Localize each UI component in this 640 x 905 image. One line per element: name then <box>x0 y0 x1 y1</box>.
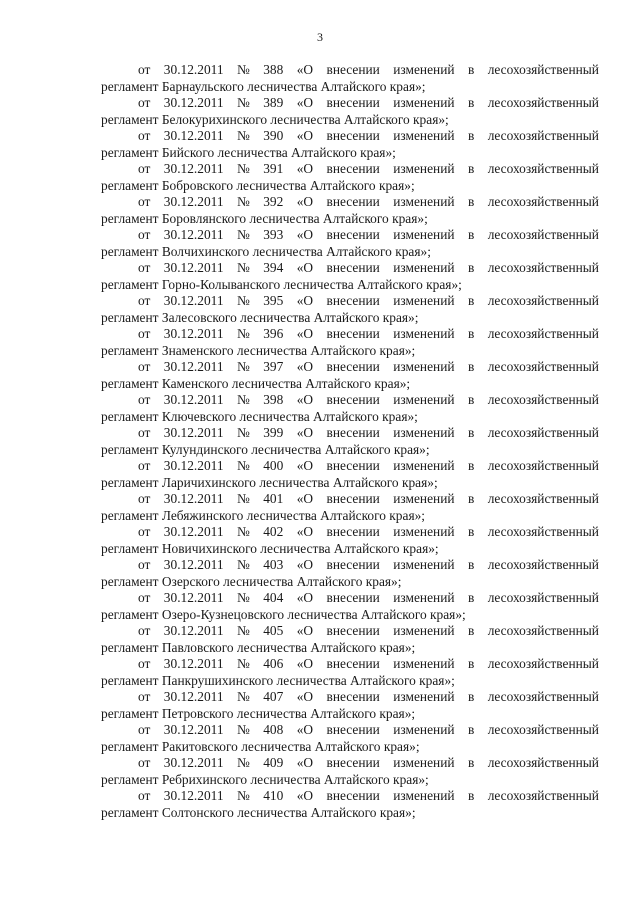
entry-second-line: регламент Солтонского лесничества Алтайского края»; <box>101 804 416 820</box>
entry-word-num-sign: № <box>236 359 250 374</box>
entry-word-w5: лесохозяйственный <box>487 260 599 275</box>
entry-word-w4: в <box>467 359 475 374</box>
entry-word-w2: внесении <box>326 260 380 275</box>
entry-second-line: регламент Петровского лесничества Алтайского края»; <box>101 705 416 721</box>
entry-word-date: 30.12.2011 <box>163 194 224 209</box>
page-number: 3 <box>317 30 323 44</box>
entry-second-line: регламент Новичихинского лесничества Алтайского края»; <box>101 540 439 556</box>
entry-word-w2: внесении <box>326 128 380 143</box>
entry-word-w4: в <box>467 95 475 110</box>
entry-word-from: от <box>138 95 151 110</box>
entry-word-num-sign: № <box>236 689 250 704</box>
entry-word-w1: «О <box>296 722 314 737</box>
entry-word-number: 404 <box>263 590 284 605</box>
entry-word-w1: «О <box>296 128 314 143</box>
entry-word-number: 388 <box>263 62 284 77</box>
list-item <box>101 392 599 425</box>
entry-word-w2: внесении <box>326 458 380 473</box>
entry-word-num-sign: № <box>236 623 250 638</box>
entry-word-w3: изменений <box>393 689 455 704</box>
entry-word-from: от <box>138 623 151 638</box>
entry-word-date: 30.12.2011 <box>163 425 224 440</box>
entry-word-num-sign: № <box>236 425 250 440</box>
list-item <box>101 722 599 755</box>
entry-word-w1: «О <box>296 227 314 242</box>
entry-word-from: от <box>138 788 151 803</box>
entry-word-number: 409 <box>263 755 284 770</box>
entry-word-w1: «О <box>296 458 314 473</box>
entry-first-line <box>101 95 599 112</box>
entry-first-line <box>101 689 599 706</box>
entry-word-from: от <box>138 293 151 308</box>
entry-word-date: 30.12.2011 <box>163 227 224 242</box>
entry-word-date: 30.12.2011 <box>163 458 224 473</box>
entry-word-number: 406 <box>263 656 284 671</box>
entry-word-w5: лесохозяйственный <box>487 788 599 803</box>
entry-word-date: 30.12.2011 <box>163 656 224 671</box>
entry-word-number: 399 <box>263 425 284 440</box>
entry-word-w2: внесении <box>326 326 380 341</box>
entry-second-line: регламент Озеро-Кузнецовского лесничества Алтайского края»; <box>101 606 466 622</box>
list-item <box>101 623 599 656</box>
entry-word-date: 30.12.2011 <box>163 62 224 77</box>
entry-word-w1: «О <box>296 557 314 572</box>
entry-word-num-sign: № <box>236 62 250 77</box>
entry-word-w3: изменений <box>393 293 455 308</box>
entry-first-line <box>101 623 599 640</box>
entry-word-w3: изменений <box>393 392 455 407</box>
entry-word-w5: лесохозяйственный <box>487 95 599 110</box>
entry-word-w1: «О <box>296 788 314 803</box>
entry-word-date: 30.12.2011 <box>163 623 224 638</box>
entry-word-w5: лесохозяйственный <box>487 425 599 440</box>
entry-word-number: 405 <box>263 623 284 638</box>
entry-word-w2: внесении <box>326 788 380 803</box>
entry-word-w5: лесохозяйственный <box>487 227 599 242</box>
entry-word-w3: изменений <box>393 128 455 143</box>
list-item <box>101 293 599 326</box>
entry-word-w3: изменений <box>393 755 455 770</box>
entry-word-number: 401 <box>263 491 284 506</box>
entry-first-line <box>101 425 599 442</box>
entry-word-number: 402 <box>263 524 284 539</box>
entry-first-line <box>101 590 599 607</box>
entry-word-w5: лесохозяйственный <box>487 326 599 341</box>
entry-word-w5: лесохозяйственный <box>487 359 599 374</box>
list-item <box>101 95 599 128</box>
entry-word-w3: изменений <box>393 227 455 242</box>
entry-word-num-sign: № <box>236 326 250 341</box>
list-item <box>101 260 599 293</box>
entry-first-line <box>101 524 599 541</box>
entry-word-num-sign: № <box>236 524 250 539</box>
entry-word-w1: «О <box>296 491 314 506</box>
entry-word-w4: в <box>467 227 475 242</box>
list-item <box>101 62 599 95</box>
entry-first-line <box>101 161 599 178</box>
entry-word-w3: изменений <box>393 524 455 539</box>
entry-second-line: регламент Горно-Колыванского лесничества Алтайского края»; <box>101 276 462 292</box>
entry-word-w3: изменений <box>393 194 455 209</box>
entry-word-from: от <box>138 227 151 242</box>
entry-word-date: 30.12.2011 <box>163 392 224 407</box>
entry-word-date: 30.12.2011 <box>163 161 224 176</box>
entry-word-w1: «О <box>296 656 314 671</box>
entry-word-w3: изменений <box>393 425 455 440</box>
entry-word-w4: в <box>467 425 475 440</box>
entry-word-num-sign: № <box>236 260 250 275</box>
entry-word-number: 400 <box>263 458 284 473</box>
entry-word-w1: «О <box>296 623 314 638</box>
entry-word-w2: внесении <box>326 557 380 572</box>
list-item <box>101 458 599 491</box>
entry-second-line: регламент Панкрушихинского лесничества Алтайского края»; <box>101 672 455 688</box>
entry-word-from: от <box>138 689 151 704</box>
entry-word-num-sign: № <box>236 590 250 605</box>
entry-word-from: от <box>138 260 151 275</box>
entry-word-w2: внесении <box>326 755 380 770</box>
entry-word-w2: внесении <box>326 194 380 209</box>
entry-word-w1: «О <box>296 326 314 341</box>
entry-word-w1: «О <box>296 524 314 539</box>
entry-word-w4: в <box>467 623 475 638</box>
entry-word-w2: внесении <box>326 656 380 671</box>
entry-word-w4: в <box>467 557 475 572</box>
entry-word-w3: изменений <box>393 656 455 671</box>
entry-word-w2: внесении <box>326 62 380 77</box>
entry-word-number: 390 <box>263 128 284 143</box>
entry-word-w2: внесении <box>326 227 380 242</box>
entry-word-w1: «О <box>296 95 314 110</box>
entry-word-w5: лесохозяйственный <box>487 755 599 770</box>
entry-word-from: от <box>138 161 151 176</box>
entry-word-w4: в <box>467 458 475 473</box>
entry-first-line <box>101 722 599 739</box>
entry-word-num-sign: № <box>236 392 250 407</box>
entry-word-from: от <box>138 491 151 506</box>
entry-first-line <box>101 227 599 244</box>
entry-word-w4: в <box>467 128 475 143</box>
entry-first-line <box>101 62 599 79</box>
entry-word-number: 398 <box>263 392 284 407</box>
entry-word-w5: лесохозяйственный <box>487 656 599 671</box>
entry-word-num-sign: № <box>236 227 250 242</box>
entry-word-num-sign: № <box>236 788 250 803</box>
entry-second-line: регламент Лебяжинского лесничества Алтайского края»; <box>101 507 426 523</box>
entry-word-from: от <box>138 458 151 473</box>
entry-word-from: от <box>138 128 151 143</box>
entry-word-w1: «О <box>296 194 314 209</box>
entry-first-line <box>101 359 599 376</box>
entry-word-w4: в <box>467 590 475 605</box>
entry-second-line: регламент Ребрихинского лесничества Алтайского края»; <box>101 771 429 787</box>
entry-word-w3: изменений <box>393 557 455 572</box>
list-item <box>101 128 599 161</box>
document-body <box>101 62 599 821</box>
entry-word-w4: в <box>467 293 475 308</box>
entry-word-from: от <box>138 62 151 77</box>
entry-second-line: регламент Волчихинского лесничества Алтайского края»; <box>101 243 431 259</box>
entry-second-line: регламент Белокурихинского лесничества Алтайского края»; <box>101 111 449 127</box>
entry-word-w4: в <box>467 524 475 539</box>
entry-word-number: 407 <box>263 689 284 704</box>
list-item <box>101 491 599 524</box>
entry-word-w3: изменений <box>393 458 455 473</box>
entry-word-w5: лесохозяйственный <box>487 161 599 176</box>
entry-word-date: 30.12.2011 <box>163 590 224 605</box>
entry-word-from: от <box>138 392 151 407</box>
entry-second-line: регламент Знаменского лесничества Алтайского края»; <box>101 342 416 358</box>
entry-word-w4: в <box>467 161 475 176</box>
entry-word-w3: изменений <box>393 62 455 77</box>
entry-word-w5: лесохозяйственный <box>487 293 599 308</box>
entry-word-w3: изменений <box>393 326 455 341</box>
entry-word-w4: в <box>467 260 475 275</box>
entry-word-w5: лесохозяйственный <box>487 722 599 737</box>
entry-word-w1: «О <box>296 293 314 308</box>
entry-second-line: регламент Барнаульского лесничества Алтайского края»; <box>101 78 426 94</box>
entry-word-w5: лесохозяйственный <box>487 491 599 506</box>
entry-word-number: 391 <box>263 161 284 176</box>
entry-word-date: 30.12.2011 <box>163 326 224 341</box>
entry-second-line: регламент Ларичихинского лесничества Алтайского края»; <box>101 474 438 490</box>
entry-word-w3: изменений <box>393 260 455 275</box>
entry-word-w5: лесохозяйственный <box>487 128 599 143</box>
entry-word-date: 30.12.2011 <box>163 788 224 803</box>
entry-word-date: 30.12.2011 <box>163 557 224 572</box>
entry-word-number: 389 <box>263 95 284 110</box>
entry-first-line <box>101 293 599 310</box>
entry-first-line <box>101 392 599 409</box>
entry-word-w5: лесохозяйственный <box>487 557 599 572</box>
entry-word-w5: лесохозяйственный <box>487 623 599 638</box>
entry-first-line <box>101 491 599 508</box>
list-item <box>101 425 599 458</box>
entry-word-w2: внесении <box>326 95 380 110</box>
entry-word-w5: лесохозяйственный <box>487 590 599 605</box>
entry-word-num-sign: № <box>236 458 250 473</box>
list-item <box>101 788 599 821</box>
entry-first-line <box>101 194 599 211</box>
entry-word-w3: изменений <box>393 95 455 110</box>
entry-word-number: 403 <box>263 557 284 572</box>
entry-word-date: 30.12.2011 <box>163 359 224 374</box>
entry-word-from: от <box>138 557 151 572</box>
entry-second-line: регламент Залесовского лесничества Алтайского края»; <box>101 309 419 325</box>
entry-word-w4: в <box>467 62 475 77</box>
entry-word-w1: «О <box>296 590 314 605</box>
entry-word-w3: изменений <box>393 491 455 506</box>
entry-first-line <box>101 557 599 574</box>
entry-word-from: от <box>138 326 151 341</box>
entry-word-w1: «О <box>296 755 314 770</box>
entry-word-w1: «О <box>296 260 314 275</box>
entry-second-line: регламент Бобровского лесничества Алтайского края»; <box>101 177 415 193</box>
entry-word-w2: внесении <box>326 293 380 308</box>
entry-word-date: 30.12.2011 <box>163 128 224 143</box>
entry-word-date: 30.12.2011 <box>163 755 224 770</box>
entry-word-w4: в <box>467 755 475 770</box>
entry-first-line <box>101 326 599 343</box>
entry-word-w4: в <box>467 722 475 737</box>
entry-word-number: 395 <box>263 293 284 308</box>
entry-first-line <box>101 260 599 277</box>
entry-word-date: 30.12.2011 <box>163 491 224 506</box>
entry-word-number: 396 <box>263 326 284 341</box>
entry-word-w4: в <box>467 491 475 506</box>
list-item <box>101 194 599 227</box>
entry-word-w2: внесении <box>326 392 380 407</box>
entry-word-w2: внесении <box>326 722 380 737</box>
entry-word-number: 408 <box>263 722 284 737</box>
entry-word-w3: изменений <box>393 722 455 737</box>
entry-word-w2: внесении <box>326 689 380 704</box>
list-item <box>101 359 599 392</box>
entry-word-w1: «О <box>296 161 314 176</box>
entry-word-w5: лесохозяйственный <box>487 194 599 209</box>
entry-word-num-sign: № <box>236 161 250 176</box>
entry-word-w2: внесении <box>326 425 380 440</box>
entry-second-line: регламент Бийского лесничества Алтайского края»; <box>101 144 396 160</box>
entry-word-w2: внесении <box>326 161 380 176</box>
entry-word-num-sign: № <box>236 656 250 671</box>
entry-second-line: регламент Ракитовского лесничества Алтайского края»; <box>101 738 420 754</box>
entry-word-w1: «О <box>296 359 314 374</box>
entry-first-line <box>101 755 599 772</box>
list-item <box>101 524 599 557</box>
list-item <box>101 557 599 590</box>
entry-word-num-sign: № <box>236 293 250 308</box>
entry-word-w3: изменений <box>393 590 455 605</box>
entry-second-line: регламент Боровлянского лесничества Алтайского края»; <box>101 210 428 226</box>
entry-word-w4: в <box>467 656 475 671</box>
entry-word-w5: лесохозяйственный <box>487 392 599 407</box>
entry-word-num-sign: № <box>236 722 250 737</box>
entry-word-date: 30.12.2011 <box>163 689 224 704</box>
entry-word-from: от <box>138 425 151 440</box>
entry-word-num-sign: № <box>236 557 250 572</box>
entry-second-line: регламент Павловского лесничества Алтайского края»; <box>101 639 416 655</box>
entry-first-line <box>101 458 599 475</box>
entry-word-number: 394 <box>263 260 284 275</box>
entry-word-from: от <box>138 656 151 671</box>
entry-word-num-sign: № <box>236 755 250 770</box>
entry-word-num-sign: № <box>236 95 250 110</box>
entry-second-line: регламент Ключевского лесничества Алтайского края»; <box>101 408 418 424</box>
list-item <box>101 227 599 260</box>
entry-word-date: 30.12.2011 <box>163 260 224 275</box>
entry-word-w4: в <box>467 392 475 407</box>
entry-word-date: 30.12.2011 <box>163 95 224 110</box>
entry-word-w4: в <box>467 788 475 803</box>
entry-second-line: регламент Каменского лесничества Алтайского края»; <box>101 375 411 391</box>
entry-word-w2: внесении <box>326 590 380 605</box>
entry-word-number: 397 <box>263 359 284 374</box>
list-item <box>101 755 599 788</box>
entry-word-num-sign: № <box>236 194 250 209</box>
entry-word-date: 30.12.2011 <box>163 524 224 539</box>
entry-word-w2: внесении <box>326 623 380 638</box>
entry-word-w4: в <box>467 194 475 209</box>
entry-word-number: 410 <box>263 788 284 803</box>
entry-word-from: от <box>138 590 151 605</box>
entry-word-num-sign: № <box>236 128 250 143</box>
entry-word-w1: «О <box>296 392 314 407</box>
entry-word-w5: лесохозяйственный <box>487 689 599 704</box>
entry-word-w3: изменений <box>393 359 455 374</box>
entry-first-line <box>101 656 599 673</box>
entry-word-number: 392 <box>263 194 284 209</box>
entry-word-w5: лесохозяйственный <box>487 524 599 539</box>
list-item <box>101 326 599 359</box>
entry-word-number: 393 <box>263 227 284 242</box>
entry-word-w3: изменений <box>393 788 455 803</box>
entry-word-w2: внесении <box>326 359 380 374</box>
entry-word-date: 30.12.2011 <box>163 722 224 737</box>
list-item <box>101 590 599 623</box>
list-item <box>101 689 599 722</box>
list-item <box>101 656 599 689</box>
entry-second-line: регламент Кулундинского лесничества Алтайского края»; <box>101 441 430 457</box>
entry-first-line <box>101 128 599 145</box>
entry-word-w1: «О <box>296 689 314 704</box>
entry-word-w2: внесении <box>326 524 380 539</box>
entry-word-w2: внесении <box>326 491 380 506</box>
list-item <box>101 161 599 194</box>
entry-word-w1: «О <box>296 425 314 440</box>
entry-word-w3: изменений <box>393 161 455 176</box>
entry-word-from: от <box>138 524 151 539</box>
entry-second-line: регламент Озерского лесничества Алтайского края»; <box>101 573 402 589</box>
entry-word-w5: лесохозяйственный <box>487 458 599 473</box>
entry-word-num-sign: № <box>236 491 250 506</box>
entry-word-w1: «О <box>296 62 314 77</box>
entry-word-w4: в <box>467 689 475 704</box>
entry-word-date: 30.12.2011 <box>163 293 224 308</box>
entry-word-from: от <box>138 722 151 737</box>
entry-first-line <box>101 788 599 805</box>
entry-word-from: от <box>138 194 151 209</box>
entry-word-w4: в <box>467 326 475 341</box>
entry-word-w3: изменений <box>393 623 455 638</box>
entry-word-from: от <box>138 359 151 374</box>
entry-word-from: от <box>138 755 151 770</box>
entry-word-w5: лесохозяйственный <box>487 62 599 77</box>
